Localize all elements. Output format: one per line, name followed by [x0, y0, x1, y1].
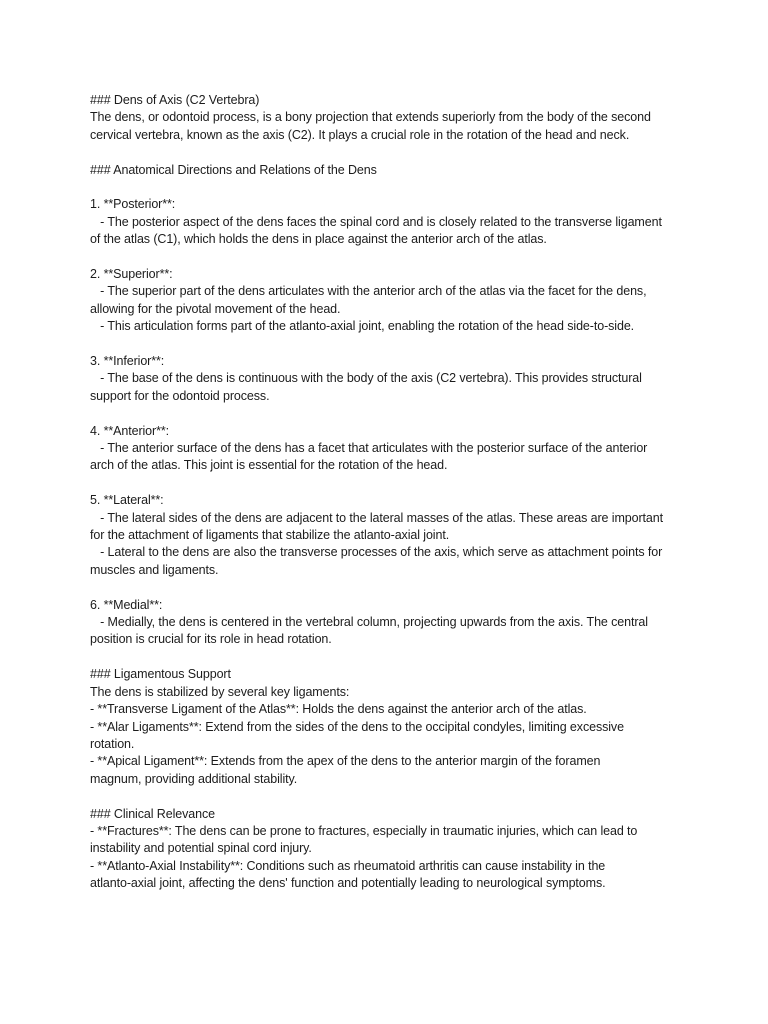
blank-line: [90, 249, 690, 266]
text-line: - **Transverse Ligament of the Atlas**: Holds the dens against the anterior arch of the atlas.: [90, 702, 587, 717]
text-line: cervical vertebra, known as the axis (C2). It plays a crucial role in the rotation of the head and neck.: [90, 127, 630, 142]
text-line: - The base of the dens is continuous with the body of the axis (C2 vertebra). This provides structural: [90, 371, 642, 386]
text-line: 6. **Medial**:: [90, 597, 163, 612]
section-heading: ### Anatomical Directions and Relations of the Dens: [90, 162, 377, 177]
text-line: - **Alar Ligaments**: Extend from the sides of the dens to the occipital condyles, limiting excessive: [90, 719, 624, 734]
text-line: The dens is stabilized by several key ligaments:: [90, 684, 350, 699]
text-line: - Medially, the dens is centered in the vertebral column, projecting upwards from the axis. The central: [90, 615, 648, 630]
section-heading: ### Dens of Axis (C2 Vertebra): [90, 93, 260, 107]
text-line: - Lateral to the dens are also the transverse processes of the axis, which serve as attachment points for: [90, 545, 663, 560]
text-line: - **Fractures**: The dens can be prone to fractures, especially in traumatic injuries, which can lead to: [90, 823, 638, 838]
text-line: for the attachment of ligaments that stabilize the atlanto-axial joint.: [90, 528, 450, 543]
text-line: muscles and ligaments.: [90, 562, 219, 577]
blank-line: [90, 405, 690, 422]
text-line: magnum, providing additional stability.: [90, 771, 298, 786]
blank-line: [90, 788, 690, 805]
document-page: [90, 92, 690, 893]
text-line: position is crucial for its role in head rotation.: [90, 632, 332, 647]
text-line: - The lateral sides of the dens are adjacent to the lateral masses of the atlas. These areas are important: [90, 510, 663, 525]
text-line: 1. **Posterior**:: [90, 197, 176, 212]
text-line: - **Atlanto-Axial Instability**: Conditions such as rheumatoid arthritis can cause instability in the: [90, 858, 606, 873]
text-line: 3. **Inferior**:: [90, 354, 165, 369]
blank-line: [90, 649, 690, 666]
text-line: 2. **Superior**:: [90, 267, 173, 282]
blank-line: [90, 579, 690, 596]
blank-line: [90, 144, 690, 161]
text-line: rotation.: [90, 736, 135, 751]
text-line: - The posterior aspect of the dens faces the spinal cord and is closely related to the transverse ligament: [90, 214, 662, 229]
blank-line: [90, 179, 690, 196]
text-line: atlanto-axial joint, affecting the dens' function and potentially leading to neurological symptoms.: [90, 876, 606, 891]
text-line: 4. **Anterior**:: [90, 423, 169, 438]
text-line: instability and potential spinal cord injury.: [90, 841, 312, 856]
section-heading: ### Ligamentous Support: [90, 667, 231, 682]
text-line: - The superior part of the dens articulates with the anterior arch of the atlas via the facet for the dens,: [90, 284, 647, 299]
text-line: arch of the atlas. This joint is essential for the rotation of the head.: [90, 458, 448, 473]
text-line: of the atlas (C1), which holds the dens in place against the anterior arch of the atlas.: [90, 232, 547, 247]
text-line: - **Apical Ligament**: Extends from the apex of the dens to the anterior margin of the foramen: [90, 754, 601, 769]
text-line: - The anterior surface of the dens has a facet that articulates with the posterior surface of the anterior: [90, 441, 648, 456]
text-line: support for the odontoid process.: [90, 388, 270, 403]
text-line: allowing for the pivotal movement of the head.: [90, 301, 341, 316]
blank-line: [90, 336, 690, 353]
text-line: The dens, or odontoid process, is a bony projection that extends superiorly from the body of the second: [90, 110, 651, 125]
blank-line: [90, 475, 690, 492]
text-line: - This articulation forms part of the atlanto-axial joint, enabling the rotation of the head side-to-side.: [90, 319, 635, 334]
section-heading: ### Clinical Relevance: [90, 806, 215, 821]
text-line: 5. **Lateral**:: [90, 493, 164, 508]
